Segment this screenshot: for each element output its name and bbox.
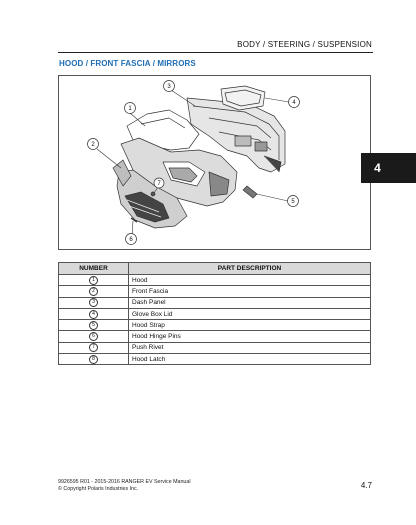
table-row — [59, 320, 371, 331]
part-number-cell — [59, 342, 129, 353]
part-description-cell: Hood Strap — [129, 320, 371, 331]
callout-label: 1 — [128, 106, 132, 113]
callout-label: 4 — [292, 100, 296, 107]
part-number-cell — [59, 331, 129, 342]
callout-label: 5 — [291, 199, 295, 206]
column-header-number: NUMBER — [59, 263, 129, 275]
part-number-cell — [59, 275, 129, 286]
page-header-title: BODY / STEERING / SUSPENSION — [237, 40, 372, 49]
part-number-cell — [59, 297, 129, 308]
callout-5 — [288, 196, 299, 207]
table-row — [59, 308, 371, 319]
part-description-cell: Hood Hinge Pins — [129, 331, 371, 342]
part-number-circle: 7 — [89, 343, 98, 352]
chapter-tab — [361, 153, 416, 183]
part-number-circle: 5 — [89, 321, 98, 330]
header-divider — [58, 52, 373, 53]
callout-7 — [154, 178, 164, 188]
chapter-number: 4 — [374, 161, 381, 175]
callout-4 — [289, 97, 300, 108]
footer-copyright: © Copyright Polaris Industries Inc. — [58, 486, 139, 492]
part-number-circle: 3 — [89, 298, 98, 307]
exploded-view-figure — [58, 75, 371, 250]
part-description-cell: Glove Box Lid — [129, 308, 371, 319]
callout-label: 2 — [91, 142, 95, 149]
table-row — [59, 275, 371, 286]
column-header-description: PART DESCRIPTION — [129, 263, 371, 275]
part-description-cell: Hood — [129, 275, 371, 286]
table-row — [59, 354, 371, 365]
callout-2 — [88, 139, 99, 150]
exploded-view-illustration — [59, 76, 372, 251]
table-row — [59, 331, 371, 342]
part-number-cell — [59, 308, 129, 319]
callout-label: 7 — [157, 181, 161, 188]
part-description-cell: Dash Panel — [129, 297, 371, 308]
table-header-row — [59, 263, 371, 275]
callout-6 — [126, 234, 137, 245]
table-row — [59, 286, 371, 297]
page-number: 4.7 — [360, 481, 372, 490]
part-number-circle: 6 — [89, 332, 98, 341]
part-number-circle: 1 — [89, 276, 98, 285]
part-number-circle: 2 — [89, 287, 98, 296]
part-description-cell: Push Rivet — [129, 342, 371, 353]
callout-label: 3 — [167, 84, 171, 91]
footer-manual-title: 9926595 R01 - 2015-2016 RANGER EV Service Manual — [58, 479, 191, 485]
part-number-cell — [59, 354, 129, 365]
part-description-cell: Front Fascia — [129, 286, 371, 297]
callout-3 — [164, 81, 175, 92]
part-number-cell — [59, 320, 129, 331]
part-number-circle: 4 — [89, 310, 98, 319]
part-number-circle: 8 — [89, 355, 98, 364]
table-row — [59, 297, 371, 308]
part-description-cell: Hood Latch — [129, 354, 371, 365]
table-row — [59, 342, 371, 353]
callout-1 — [125, 103, 136, 114]
parts-table — [58, 262, 371, 365]
part-number-cell — [59, 286, 129, 297]
section-title: HOOD / FRONT FASCIA / MIRRORS — [59, 59, 196, 68]
callout-label: 6 — [129, 237, 133, 244]
